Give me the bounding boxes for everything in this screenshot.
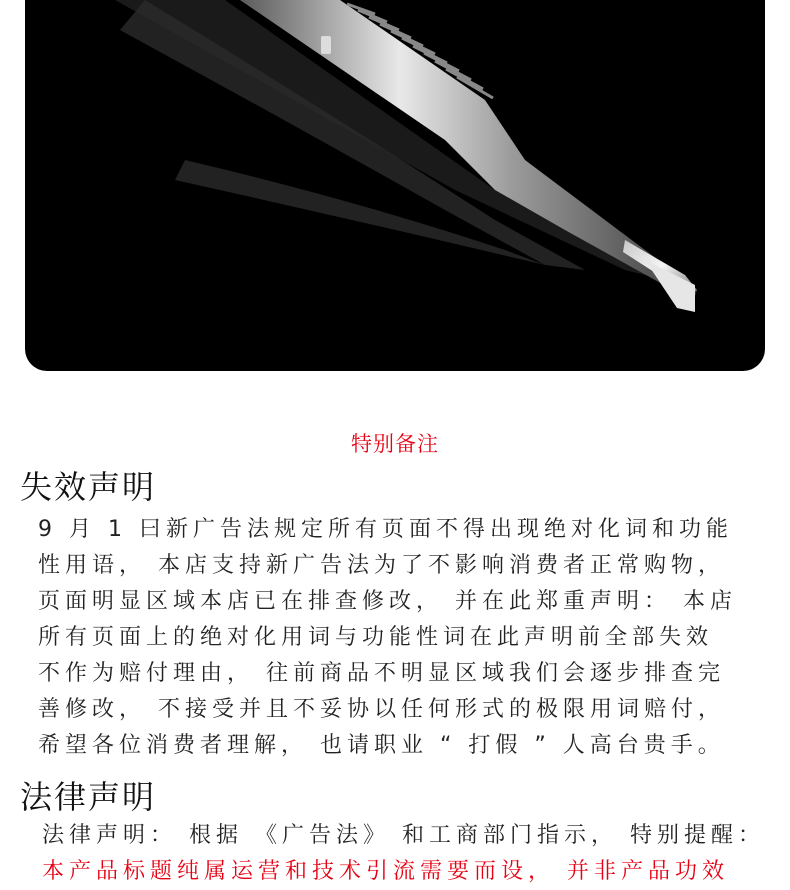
statement-line: 不作为赔付理由， 往前商品不明显区域我们会逐步排查完: [38, 661, 725, 686]
product-photo: [25, 0, 765, 371]
special-note-heading: 特别备注: [351, 432, 439, 456]
legal-line: 法律声明： 根据 《广告法》 和工商部门指示， 特别提醒：: [42, 823, 765, 848]
legal-warning-line: 本产品标题纯属运营和技术引流需要而设， 并非产品功效: [42, 859, 729, 884]
invalid-statement-body: [38, 512, 768, 764]
invalid-statement-title: 失效声明: [20, 468, 157, 506]
statement-line: 希望各位消费者理解， 也请职业 “ 打假 ” 人高台贵手。: [38, 733, 725, 758]
legal-statement-body: [42, 818, 772, 890]
statement-line: 性用语， 本店支持新广告法为了不影响消费者正常购物，: [38, 553, 725, 578]
statement-line: 页面明显区域本店已在排查修改， 并在此郑重声明： 本店: [38, 589, 737, 614]
statement-line: 9 月 1 曰新广告法规定所有页面不得出现绝对化词和功能: [38, 517, 733, 542]
statement-line: 善修改， 不接受并且不妥协以任何形式的极限用词赔付，: [38, 697, 725, 722]
statement-line: 所有页面上的绝对化用词与功能性词在此声明前全部失效: [38, 625, 714, 650]
legal-statement-title: 法律声明: [20, 778, 157, 816]
tweezers-illustration: [25, 0, 765, 371]
